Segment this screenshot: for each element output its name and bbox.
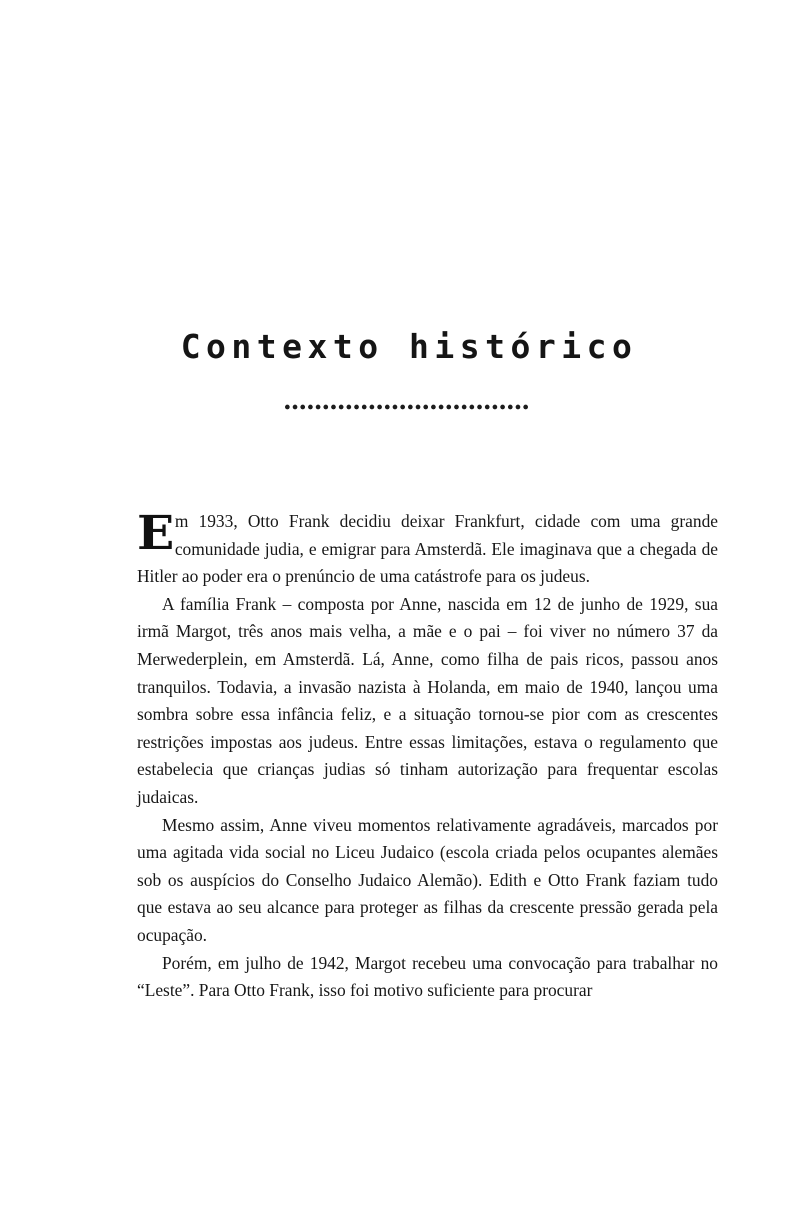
- chapter-header: [0, 327, 812, 411]
- paragraph-1: [137, 508, 718, 591]
- paragraph-1-text: m 1933, Otto Frank decidiu deixar Frankfurt, cidade com uma grande comunidade judia, e emigrar para Amsterdã. Ele imaginava que a chegada de Hitler ao poder era o prenúncio de uma catástrofe para os judeus.: [137, 511, 718, 587]
- body-text-column: [137, 508, 718, 1005]
- drop-cap-letter: E: [137, 506, 174, 561]
- dotted-rule-divider: [285, 403, 528, 411]
- paragraph-3: Mesmo assim, Anne viveu momentos relativamente agradáveis, marcados por uma agitada vida social no Liceu Judaico (escola criada pelos ocupantes alemães sob os auspícios do Conselho Judaico Alemão). Edith e Otto Frank faziam tudo que estava ao seu alcance para proteger as filhas da crescente pressão gerada pela ocupação.: [137, 814, 718, 945]
- page-title: Contexto histórico: [180, 327, 638, 366]
- paragraph-4: Porém, em julho de 1942, Margot recebeu uma convocação para trabalhar no “Leste”. Para Otto Frank, isso foi motivo suficiente para procurar: [137, 952, 718, 1001]
- paragraph-2: A família Frank – composta por Anne, nascida em 12 de junho de 1929, sua irmã Margot, três anos mais velha, a mãe e o pai – foi viver no número 37 da Merwederplein, em Amsterdã. Lá, Anne, como filha de pais ricos, passou anos tranquilos. Todavia, a invasão nazista à Holanda, em maio de 1940, lançou uma sombra sobre essa infância feliz, e a situação tornou-se pior com as crescentes restrições impostas aos judeus. Entre essas limitações, estava o regulamento que estabelecia que crianças judias só tinham autorização para frequentar escolas judaicas.: [137, 593, 718, 807]
